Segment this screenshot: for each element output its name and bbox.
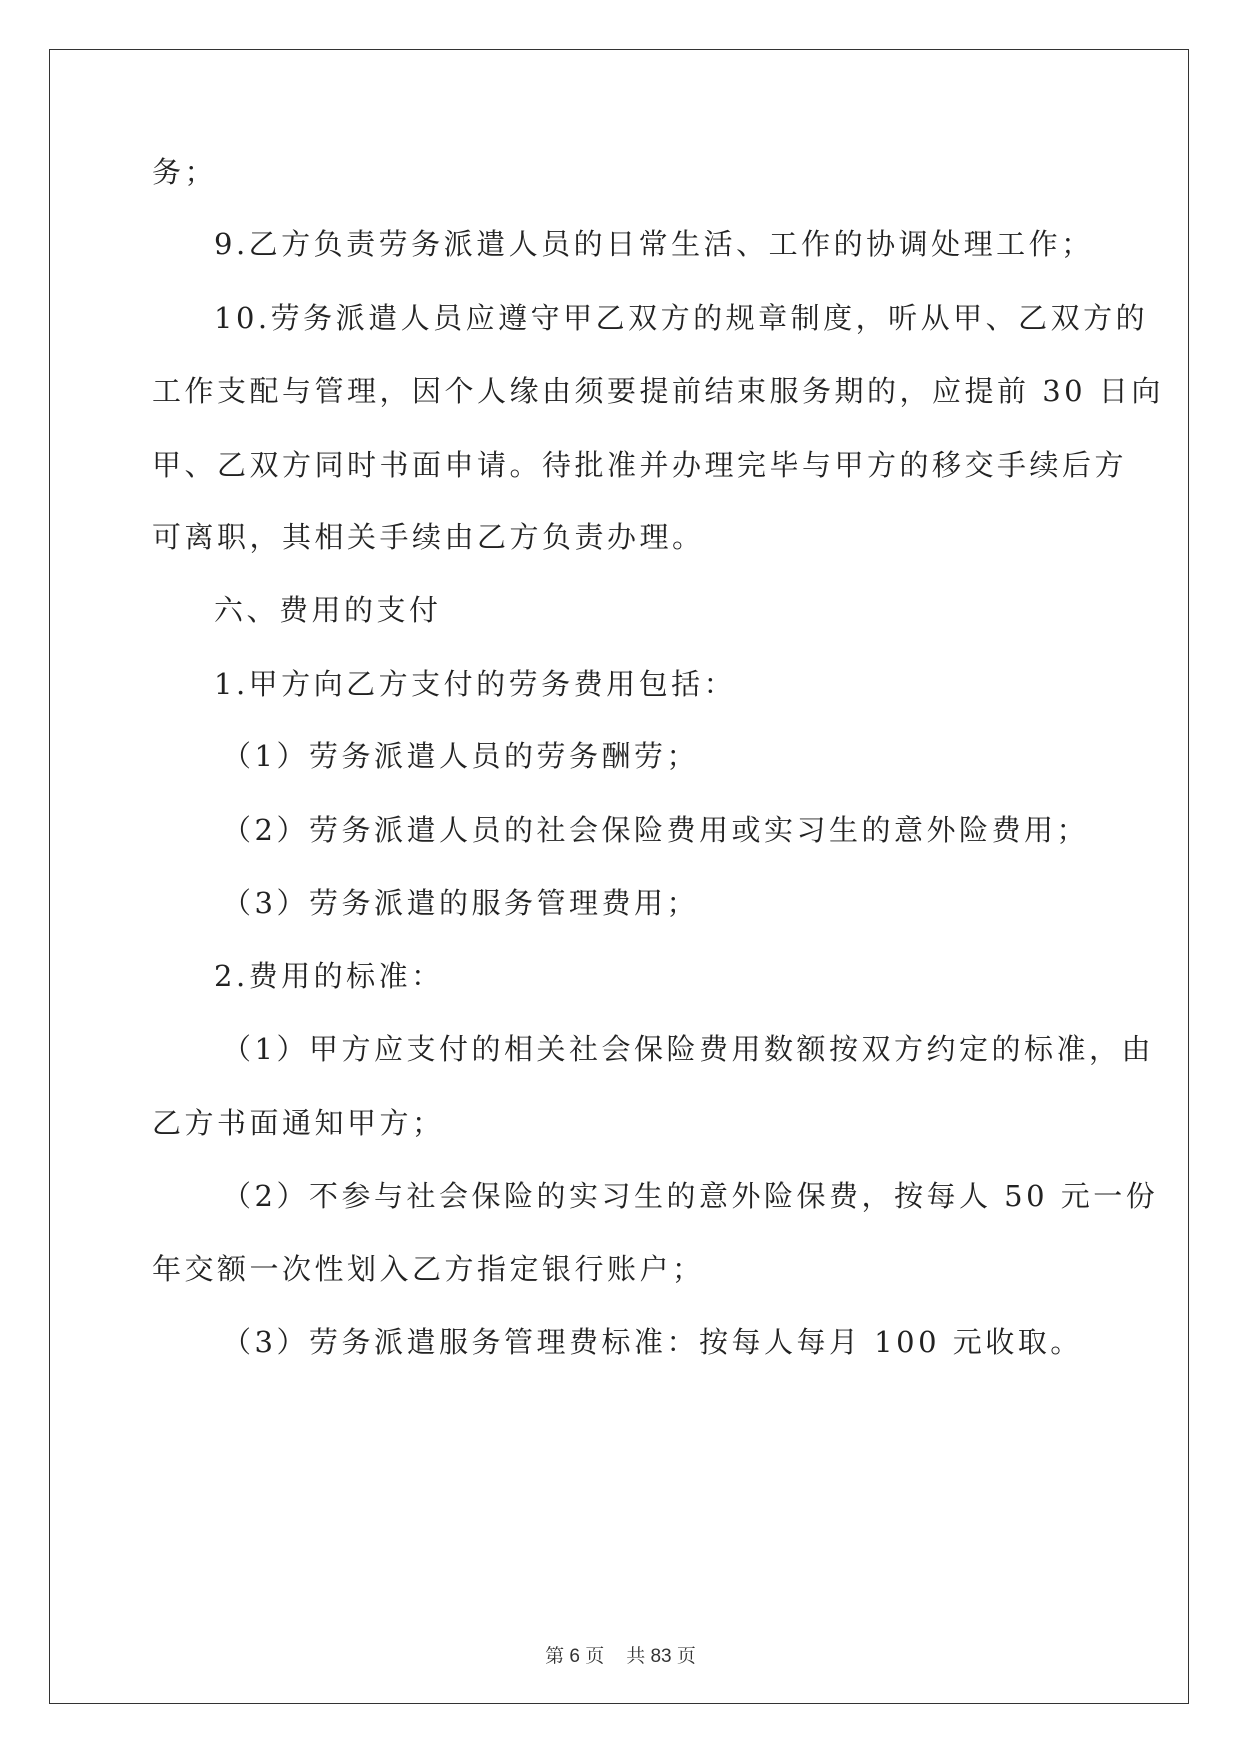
- list-item: 1.甲方向乙方支付的劳务费用包括：: [214, 667, 737, 701]
- current-page-label: 第 6 页: [545, 1646, 605, 1667]
- text-line: 甲、乙双方同时书面申请。待批准并办理完毕与甲方的移交手续后方: [152, 448, 1128, 482]
- section-heading: 六、费用的支付: [214, 593, 442, 627]
- list-item: （2）不参与社会保险的实习生的意外险保费，按每人 50 元一份: [222, 1179, 1159, 1213]
- list-item: （1）甲方应支付的相关社会保险费用数额按双方约定的标准，由: [222, 1032, 1154, 1066]
- list-item: 9.乙方负责劳务派遣人员的日常生活、工作的协调处理工作；: [214, 227, 1094, 261]
- text-line: 年交额一次性划入乙方指定银行账户；: [152, 1252, 705, 1286]
- list-item: （3）劳务派遣的服务管理费用；: [222, 886, 699, 920]
- list-item: （1）劳务派遣人员的劳务酬劳；: [222, 739, 699, 773]
- page-footer: [0, 1641, 1241, 1668]
- text-line: 乙方书面通知甲方；: [152, 1106, 445, 1140]
- list-item: （2）劳务派遣人员的社会保险费用或实习生的意外险费用；: [222, 813, 1089, 847]
- text-line: 可离职，其相关手续由乙方负责办理。: [152, 520, 705, 554]
- list-item: 2.费用的标准：: [214, 959, 444, 993]
- text-line: 务；: [152, 155, 218, 189]
- list-item: （3）劳务派遣服务管理费标准：按每人每月 100 元收取。: [222, 1325, 1083, 1359]
- list-item: 10.劳务派遣人员应遵守甲乙双方的规章制度，听从甲、乙双方的: [214, 301, 1149, 335]
- text-line: 工作支配与管理，因个人缘由须要提前结束服务期的，应提前 30 日向: [152, 374, 1164, 408]
- total-pages-label: 共 83 页: [626, 1646, 696, 1667]
